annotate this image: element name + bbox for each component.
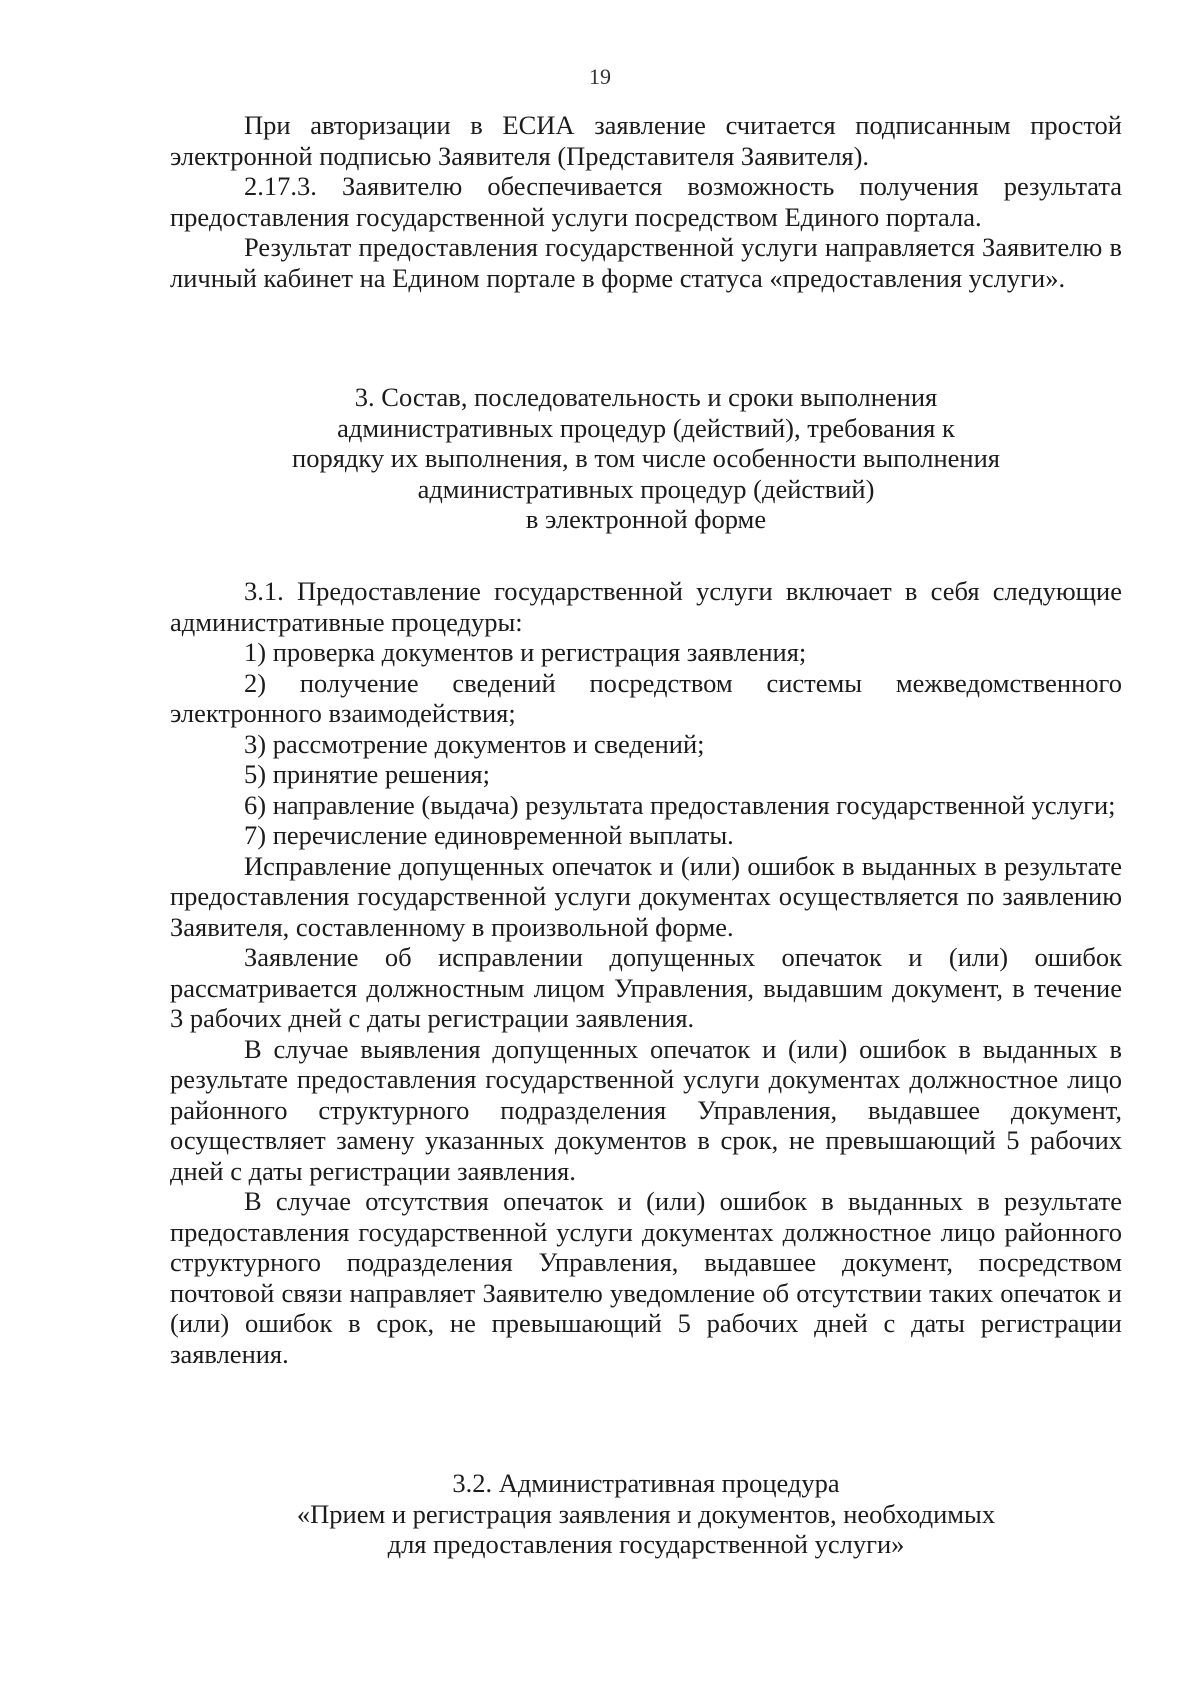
list-item: 2) получение сведений посредством системы межведомственного электронного взаимодействия;	[170, 667, 1122, 728]
list-item: 5) принятие решения;	[244, 759, 490, 789]
section-3-text	[170, 576, 1122, 1369]
heading-line: для предоставления государственной услуги»	[387, 1529, 905, 1559]
paragraph: 2.17.3. Заявителю обеспечивается возможность получения результата предоставления государственной услуги посредством Единого портала.	[170, 171, 1122, 232]
section-3-2-heading	[170, 1468, 1122, 1560]
page-number: 19	[589, 64, 611, 89]
heading-line: 3. Состав, последовательность и сроки выполнения	[354, 382, 938, 412]
heading-line: в электронной форме	[525, 504, 767, 534]
paragraph: 3.1. Предоставление государственной услуги включает в себя следующие административные процедуры:	[170, 576, 1122, 637]
heading-line: порядку их выполнения, в том числе особенности выполнения	[292, 443, 1000, 473]
paragraph: В случае отсутствия опечаток и (или) ошибок в выданных в результате предоставления государственной услуги документах должностное лицо районного структурного подразделения Управления, выдавшее документ, посредством почтовой связи направляет Заявителю уведомление об отсутствии таких опечаток и (или) ошибок в срок, не превышающий 5 рабочих дней с даты регистрации заявления.	[170, 1186, 1122, 1369]
paragraph: Заявление об исправлении допущенных опечаток и (или) ошибок рассматривается должностным лицом Управления, выдавшим документ, в течение 3 рабочих дней с даты регистрации заявления.	[170, 942, 1122, 1033]
section-3-heading	[170, 382, 1122, 535]
heading-line: 3.2. Административная процедура	[452, 1468, 840, 1498]
paragraph: В случае выявления допущенных опечаток и (или) ошибок в выданных в результате предоставления государственной услуги документах должностное лицо районного структурного подразделения Управления, выдавшее документ, осуществляет замену указанных документов в срок, не превышающий 5 рабочих дней с даты регистрации заявления.	[170, 1033, 1122, 1186]
intro-text	[170, 110, 1122, 293]
list-item: 6) направление (выдача) результата предоставления государственной услуги;	[244, 789, 1116, 820]
paragraph: При авторизации в ЕСИА заявление считается подписанным простой электронной подписью Заявителя (Представителя Заявителя).	[170, 110, 1122, 171]
paragraph: Результат предоставления государственной услуги направляется Заявителю в личный кабинет на Едином портале в форме статуса «предоставления услуги».	[170, 232, 1122, 293]
list-item: 3) рассмотрение документов и сведений;	[244, 728, 705, 759]
list-item: 1) проверка документов и регистрация заявления;	[244, 637, 807, 667]
heading-line: «Прием и регистрация заявления и документов, необходимых	[296, 1498, 996, 1529]
heading-line: административных процедур (действий), требования к	[337, 412, 955, 443]
list-item: 7) перечисление единовременной выплаты.	[244, 820, 734, 850]
heading-line: административных процедур (действий)	[417, 473, 875, 504]
paragraph: Исправление допущенных опечаток и (или) ошибок в выданных в результате предоставления государственной услуги документах осуществляется по заявлению Заявителя, составленному в произвольной форме.	[170, 850, 1122, 942]
